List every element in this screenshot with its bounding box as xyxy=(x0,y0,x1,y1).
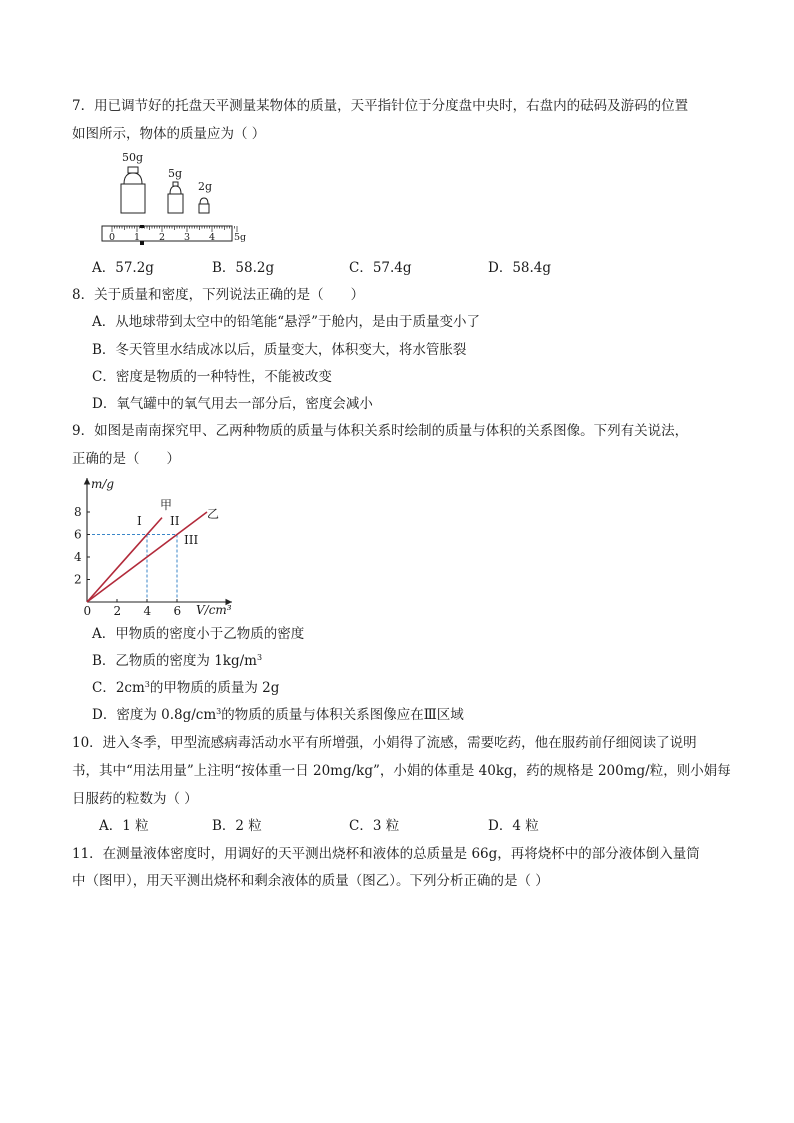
rider-top xyxy=(140,225,144,228)
weight-2g-top xyxy=(200,198,208,204)
y-tick-label-8: 8 xyxy=(74,505,82,519)
weight-label-2g: 2g xyxy=(198,180,213,193)
region-label-3: III xyxy=(184,533,199,547)
q8-option-a[interactable]: A．从地球带到太空中的铅笔能“悬浮”于舱内，是由于质量变小了 xyxy=(92,314,481,330)
q9-option-b-text: B．乙物质的密度为 1kg/m xyxy=(92,653,257,669)
rider-bottom xyxy=(140,241,144,245)
scale-label-0: 0 xyxy=(109,232,116,243)
x-axis-label: V/cm³ xyxy=(196,603,232,617)
q11-stem-line1: 11．在测量液体密度时，用调好的天平测出烧杯和液体的总质量是 66g，再将烧杯中的部分液体倒入量筒 xyxy=(72,846,700,862)
q7-stem-line1: 7．用已调节好的托盘天平测量某物体的质量，天平指针位于分度盘中央时，右盘内的砝码及游码的位置 xyxy=(72,98,689,114)
q9-option-c[interactable] xyxy=(92,678,279,698)
q8-option-c[interactable]: C．密度是物质的一种特性，不能被改变 xyxy=(92,369,332,385)
mass-volume-chart xyxy=(66,472,256,618)
q10-stem-line3: 日服药的粒数为（ ） xyxy=(72,791,198,807)
y-tick-label-4: 4 xyxy=(74,550,82,564)
y-axis-label: m/g xyxy=(91,477,115,491)
y-tick-label-2: 2 xyxy=(74,572,82,587)
q7-option-c[interactable]: C．57.4g xyxy=(349,260,412,276)
q7-option-b[interactable]: B．58.2g xyxy=(212,260,275,276)
q7-options xyxy=(92,258,692,278)
y-tick-label-6: 6 xyxy=(74,527,82,542)
x-tick-label-2: 2 xyxy=(113,604,122,618)
scale-label-2: 2 xyxy=(159,232,166,243)
q10-option-a[interactable]: A．1 粒 xyxy=(99,818,149,834)
weight-50g-top xyxy=(124,173,142,184)
q9-option-c-text-b: 的甲物质的质量为 2g xyxy=(149,680,280,696)
q7-option-d[interactable]: D．58.4g xyxy=(488,260,552,276)
weight-50g-body xyxy=(121,184,145,213)
q8-option-b[interactable]: B．冬天管里水结成冰以后，质量变大，体积变大，将水管胀裂 xyxy=(92,342,467,358)
q9-option-b[interactable] xyxy=(92,651,262,671)
q9-stem-line1: 9．如图是南南探究甲、乙两种物质的质量与体积关系时绘制的质量与体积的关系图像。下列有关说法， xyxy=(72,423,689,439)
series-line-yi xyxy=(87,512,207,602)
q9-option-d-sup: 3 xyxy=(216,707,222,716)
q9-option-a[interactable]: A．甲物质的密度小于乙物质的密度 xyxy=(92,626,305,642)
q8-option-d[interactable]: D．氧气罐中的氧气用去一部分后，密度会减小 xyxy=(92,396,373,412)
scale-label-1: 1 xyxy=(134,232,141,243)
q10-options xyxy=(99,816,699,836)
weight-5g-top xyxy=(170,186,181,194)
weight-2g-body xyxy=(199,204,209,213)
x-tick-label-6: 6 xyxy=(173,604,182,618)
q9-option-d[interactable] xyxy=(92,705,464,725)
q9-option-c-sup: 3 xyxy=(144,680,150,689)
q10-option-c[interactable]: C．3 粒 xyxy=(349,818,400,834)
q9-option-c-text-a: C．2cm xyxy=(92,680,145,696)
scale-label-3: 3 xyxy=(184,232,191,243)
q10-option-b[interactable]: B．2 粒 xyxy=(212,818,262,834)
weight-label-50g: 50g xyxy=(122,151,144,164)
q11-stem-line2: 中（图甲），用天平测出烧杯和剩余液体的质量（图乙）。下列分析正确的是（ ） xyxy=(72,873,549,889)
weight-50g-knob xyxy=(128,167,138,173)
x-tick-label-4: 4 xyxy=(143,604,152,618)
q8-stem: 8．关于质量和密度，下列说法正确的是（ ） xyxy=(72,287,365,303)
weight-5g-body xyxy=(168,194,183,213)
series-label-jia: 甲 xyxy=(160,498,173,512)
weight-label-5g: 5g xyxy=(168,167,183,180)
series-line-jia xyxy=(87,518,162,602)
q7-option-a[interactable]: A．57.2g xyxy=(92,260,154,276)
q7-stem-line2: 如图所示，物体的质量应为（ ） xyxy=(72,126,266,142)
weight-5g-knob xyxy=(173,182,178,186)
q9-option-d-text-b: 的物质的质量与体积关系图像应在Ⅲ区域 xyxy=(221,707,464,723)
q10-stem-line1: 10．进入冬季，甲型流感病毒活动水平有所增强，小娟得了流感，需要吃药，他在服药前仔细阅读了说明 xyxy=(72,735,697,751)
q9-stem-line2: 正确的是（ ） xyxy=(72,451,180,467)
q10-option-d[interactable]: D．4 粒 xyxy=(488,818,539,834)
scale-label-4: 4 xyxy=(209,232,216,243)
region-label-1: I xyxy=(137,514,142,528)
balance-weights-figure xyxy=(98,146,247,250)
region-label-2: II xyxy=(170,514,180,528)
scale-label-5g: 5g xyxy=(234,232,247,243)
x-tick-label-0: 0 xyxy=(83,604,92,618)
series-label-yi: 乙 xyxy=(207,507,220,521)
q9-option-b-sup: 3 xyxy=(256,653,263,662)
q9-option-d-text-a: D．密度为 0.8g/cm xyxy=(92,707,217,723)
q10-stem-line2: 书，其中“用法用量”上注明“按体重一日 20mg/kg”，小娟的体重是 40kg，药的规格是 200mg/粒，则小娟每 xyxy=(72,763,731,779)
